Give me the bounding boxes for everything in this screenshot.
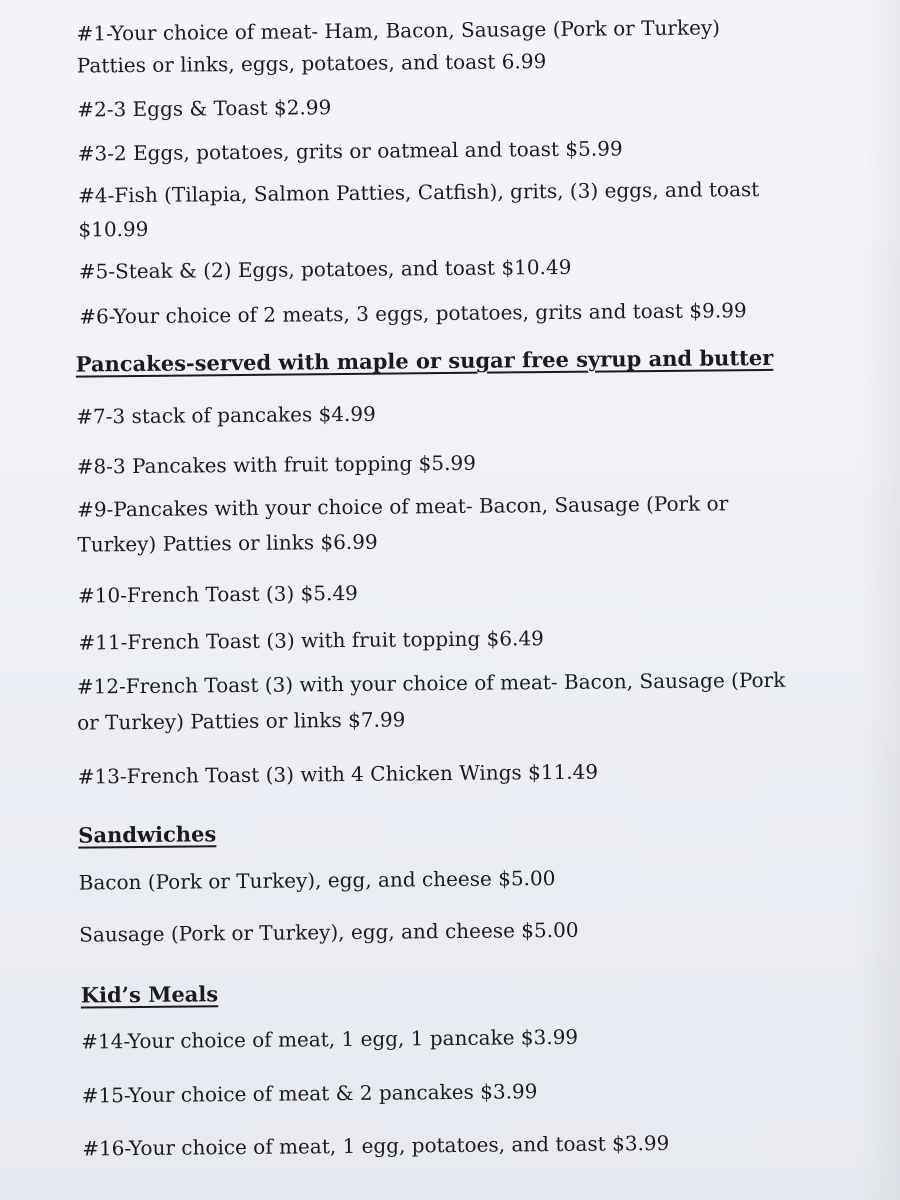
menu-item-5: #5-Steak & (2) Eggs, potatoes, and toast $10.49	[78, 254, 572, 284]
sandwich-item-1: Bacon (Pork or Turkey), egg, and cheese $5.00	[78, 866, 556, 895]
menu-item-12-line-1: #12-French Toast (3) with your choice of meat- Bacon, Sausage (Pork	[76, 667, 786, 699]
menu-item-16: #16-Your choice of meat, 1 egg, potatoes, and toast $3.99	[82, 1130, 670, 1161]
menu-item-3: #3-2 Eggs, potatoes, grits or oatmeal and toast $5.99	[77, 136, 623, 166]
section-heading-pancakes: Pancakes-served with maple or sugar free syrup and butter	[75, 344, 774, 377]
section-heading-sandwiches: Sandwiches	[78, 821, 217, 848]
menu-item-9-line-2: Turkey) Patties or links $6.99	[77, 529, 378, 557]
menu-item-4-line-2: $10.99	[78, 216, 149, 242]
menu-item-6: #6-Your choice of 2 meats, 3 eggs, potatoes, grits and toast $9.99	[79, 298, 747, 329]
section-heading-kids-meals: Kid’s Meals	[80, 981, 219, 1008]
menu-item-8: #8-3 Pancakes with fruit topping $5.99	[76, 450, 477, 479]
menu-item-4-line-1: #4-Fish (Tilapia, Salmon Patties, Catfish), grits, (3) eggs, and toast	[77, 177, 760, 208]
menu-item-1-line-1: #1-Your choice of meat- Ham, Bacon, Sausage (Pork or Turkey)	[76, 15, 721, 46]
menu-item-11: #11-French Toast (3) with fruit topping $6.49	[78, 626, 544, 655]
menu-item-12-line-2: or Turkey) Patties or links $7.99	[77, 707, 406, 735]
menu-item-14: #14-Your choice of meat, 1 egg, 1 pancake $3.99	[81, 1024, 579, 1054]
menu-item-7: #7-3 stack of pancakes $4.99	[76, 401, 376, 429]
menu-item-1-line-2: Patties or links, eggs, potatoes, and toast 6.99	[76, 49, 547, 78]
menu-item-13: #13-French Toast (3) with 4 Chicken Wings $11.49	[77, 759, 599, 789]
menu-item-10: #10-French Toast (3) $5.49	[77, 580, 358, 608]
menu-item-15: #15-Your choice of meat & 2 pancakes $3.99	[81, 1079, 538, 1108]
menu-item-2: #2-3 Eggs & Toast $2.99	[77, 95, 332, 122]
sandwich-item-2: Sausage (Pork or Turkey), egg, and cheese $5.00	[79, 917, 579, 947]
menu-item-9-line-1: #9-Pancakes with your choice of meat- Bacon, Sausage (Pork or	[76, 491, 729, 522]
